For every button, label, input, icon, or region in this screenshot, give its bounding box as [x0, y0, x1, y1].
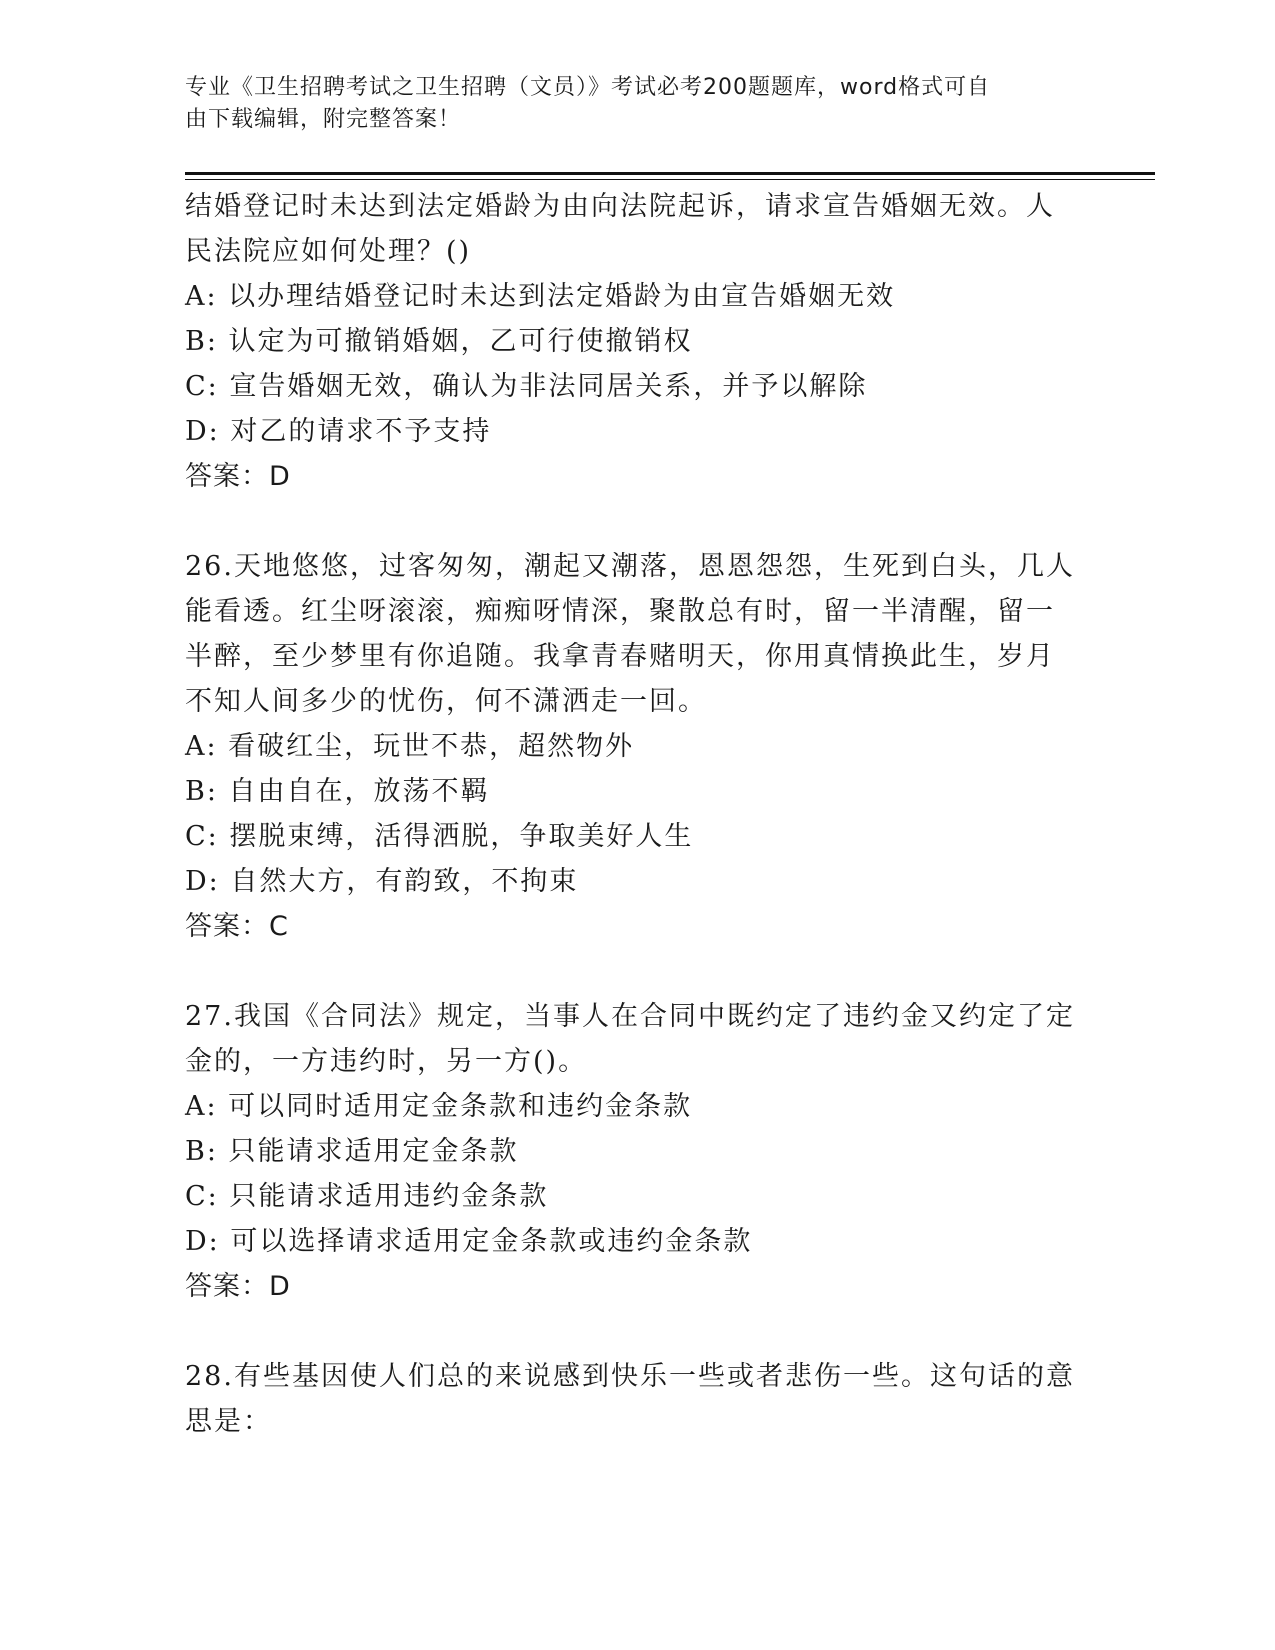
answer-line: 答案：C — [185, 911, 289, 942]
option-b: B: 自由自在，放荡不羁 — [185, 776, 490, 807]
option-d: D: 可以选择请求适用定金条款或违约金条款 — [185, 1226, 753, 1257]
question-stem-line: 26.天地悠悠，过客匆匆，潮起又潮落，恩恩怨怨，生死到白头，几人 — [185, 551, 1075, 582]
document-body — [185, 184, 1085, 1444]
answer-line: 答案：D — [185, 461, 291, 492]
option-a: A: 看破红尘，玩世不恭，超然物外 — [185, 731, 635, 762]
question-block — [185, 544, 1085, 949]
question-block — [185, 1354, 1085, 1444]
option-a: A: 以办理结婚登记时未达到法定婚龄为由宣告婚姻无效 — [185, 281, 896, 312]
option-c: C: 宣告婚姻无效，确认为非法同居关系，并予以解除 — [185, 371, 868, 402]
question-block — [185, 994, 1085, 1309]
header-line-1: 专业《卫生招聘考试之卫生招聘（文员）》考试必考200题题库，word格式可自 — [185, 75, 991, 100]
option-b: B: 只能请求适用定金条款 — [185, 1136, 519, 1167]
question-stem-line: 不知人间多少的忧伤，何不潇洒走一回。 — [185, 686, 707, 717]
option-b: B: 认定为可撤销婚姻，乙可行使撤销权 — [185, 326, 693, 357]
question-block — [185, 184, 1085, 499]
question-stem-line: 半醉，至少梦里有你追随。我拿青春赌明天，你用真情换此生，岁月 — [185, 641, 1055, 672]
question-stem-line: 能看透。红尘呀滚滚，痴痴呀情深，聚散总有时，留一半清醒，留一 — [185, 596, 1055, 627]
question-stem-line: 民法院应如何处理？() — [185, 236, 472, 267]
question-stem-line: 金的，一方违约时，另一方()。 — [185, 1046, 588, 1077]
question-stem-line: 思是： — [185, 1406, 272, 1437]
question-stem-line: 结婚登记时未达到法定婚龄为由向法院起诉，请求宣告婚姻无效。人 — [185, 191, 1055, 222]
answer-line: 答案：D — [185, 1271, 291, 1302]
header-line-2: 由下载编辑，附完整答案！ — [185, 107, 462, 132]
question-stem-line: 27.我国《合同法》规定，当事人在合同中既约定了违约金又约定了定 — [185, 1001, 1075, 1032]
document-header — [185, 72, 1065, 136]
header-rule-thick — [185, 172, 1155, 175]
option-d: D: 自然大方，有韵致，不拘束 — [185, 866, 579, 897]
option-c: C: 摆脱束缚，活得洒脱，争取美好人生 — [185, 821, 694, 852]
option-c: C: 只能请求适用违约金条款 — [185, 1181, 549, 1212]
option-d: D: 对乙的请求不予支持 — [185, 416, 492, 447]
option-a: A: 可以同时适用定金条款和违约金条款 — [185, 1091, 693, 1122]
question-stem-line: 28.有些基因使人们总的来说感到快乐一些或者悲伤一些。这句话的意 — [185, 1361, 1075, 1392]
header-rule-thin — [185, 179, 1155, 180]
